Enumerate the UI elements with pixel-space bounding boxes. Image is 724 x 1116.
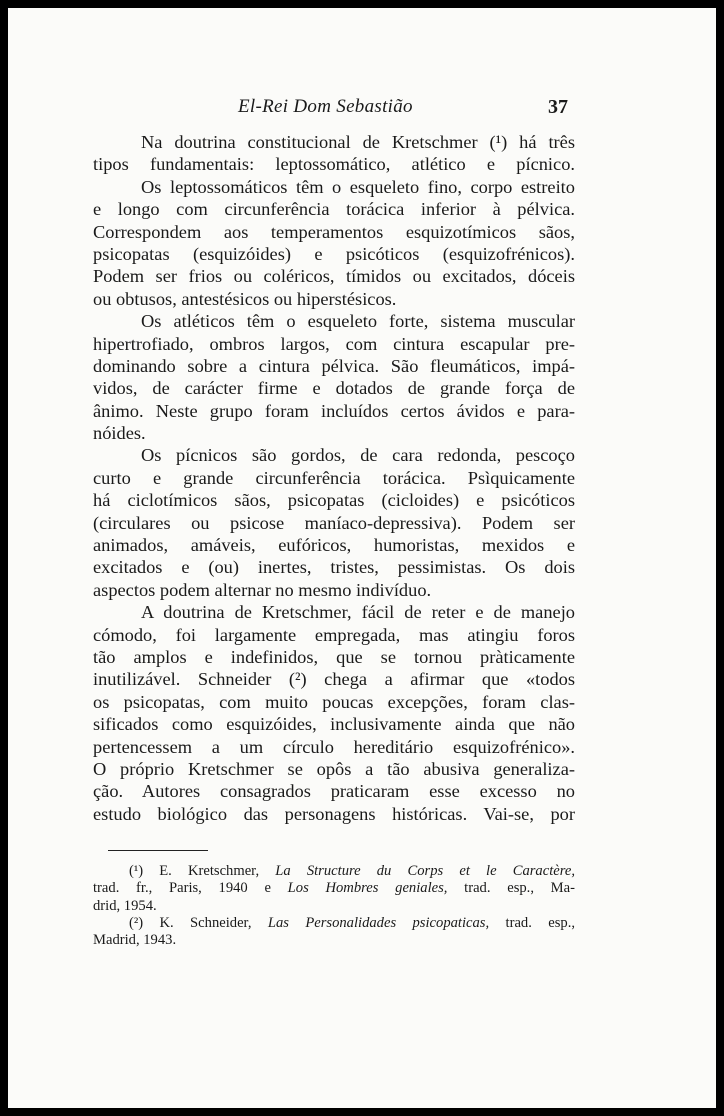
footnote-title: Los Hombres geniales, [287, 880, 448, 897]
footnote-text: (¹) E. Kretschmer, [129, 863, 276, 879]
text-line: pertencessem a um círculo hereditário esquizofrénico». [93, 736, 575, 757]
footnote-title: Las Personalidades psicopaticas, [267, 914, 490, 931]
footnotes [93, 863, 575, 949]
text-line: hipertrofiado, ombros largos, com cintura escapular pre- [93, 333, 575, 354]
text-line: ânimo. Neste grupo foram incluídos certos ávidos e para- [93, 400, 575, 421]
text-line: Podem ser frios ou coléricos, tímidos ou excitados, dóceis [93, 266, 575, 287]
text-line: A doutrina de Kretschmer, fácil de reter e de manejo [141, 602, 575, 623]
text-line: tão amplos e indefinidos, que se tornou pràticamente [93, 646, 575, 667]
footnote-line [93, 932, 575, 949]
text-line: aspectos podem alternar no mesmo indivíduo. [93, 579, 432, 600]
text-line: ou obtusos, antestésicos ou hiperstésicos. [93, 288, 397, 309]
footnote-title: La Structure du Corps et le Caractère, [275, 863, 575, 879]
text-line: e longo com circunferência torácica inferior à pélvica. [93, 199, 575, 220]
footnote [93, 915, 575, 950]
text-line: excitados e (ou) inertes, tristes, pessimistas. Os dois [93, 557, 575, 578]
text-line: animados, amáveis, eufóricos, humoristas, mexidos e [93, 535, 575, 556]
footnote-text: trad. fr., Paris, 1940 e [93, 880, 288, 897]
text-line: há ciclotímicos sãos, psicopatas (cicloides) e psicóticos [93, 490, 575, 511]
text-line: sificados como esquizóides, inclusivamente ainda que não [93, 714, 575, 735]
footnote-text: Madrid, 1943. [93, 932, 177, 949]
footnote-text: trad. esp., Ma- [447, 880, 575, 897]
text-line: os psicopatas, com muito poucas excepções, foram clas- [93, 691, 575, 712]
text-line: psicopatas (esquizóides) e psicóticos (esquizofrénicos). [93, 243, 575, 264]
footnote-line [93, 898, 575, 915]
footnote-text: (²) K. Schneider, [129, 914, 268, 931]
footnote-text: trad. esp., [489, 914, 575, 931]
text-line: Os atléticos têm o esqueleto forte, sistema muscular [141, 311, 575, 332]
text-line: Os pícnicos são gordos, de cara redonda, pescoço [141, 445, 575, 466]
text-line: Os leptossomáticos têm o esqueleto fino, corpo estreito [141, 176, 575, 197]
body-text [93, 131, 575, 825]
page-number: 37 [548, 96, 568, 118]
text-line: Na doutrina constitucional de Kretschmer (¹) há três [141, 132, 575, 152]
footnote-separator [108, 850, 208, 851]
text-line: tipos fundamentais: leptossomático, atlético e pícnico. [93, 154, 575, 175]
text-line: vidos, de carácter firme e dotados de grande força de [93, 378, 575, 399]
footnote-text: drid, 1954. [93, 897, 157, 914]
footnote-line [93, 915, 575, 932]
text-line: curto e grande circunferência torácica. Psìquicamente [93, 467, 575, 488]
footnote [93, 863, 575, 915]
text-line: O próprio Kretschmer se opôs a tão abusiva generaliza- [93, 758, 575, 779]
text-line: cómodo, foi largamente empregada, mas atingiu foros [93, 624, 575, 645]
text-line: nóides. [93, 423, 146, 444]
running-title: El-Rei Dom Sebastião [238, 96, 413, 117]
footnote-line [93, 863, 575, 880]
text-line: ção. Autores consagrados praticaram esse excesso no [93, 781, 575, 802]
text-line: inutilizável. Schneider (²) chega a afirmar que «todos [93, 669, 575, 690]
text-line: (circulares ou psicose maníaco-depressiva). Podem ser [93, 512, 575, 533]
text-line: dominando sobre a cintura pélvica. São fleumáticos, impá- [93, 355, 575, 376]
text-line: Correspondem aos temperamentos esquizotímicos sãos, [93, 221, 575, 242]
book-page [8, 8, 716, 1108]
footnote-line [93, 880, 575, 897]
text-line: estudo biológico das personagens históricas. Vai-se, por [93, 803, 575, 824]
